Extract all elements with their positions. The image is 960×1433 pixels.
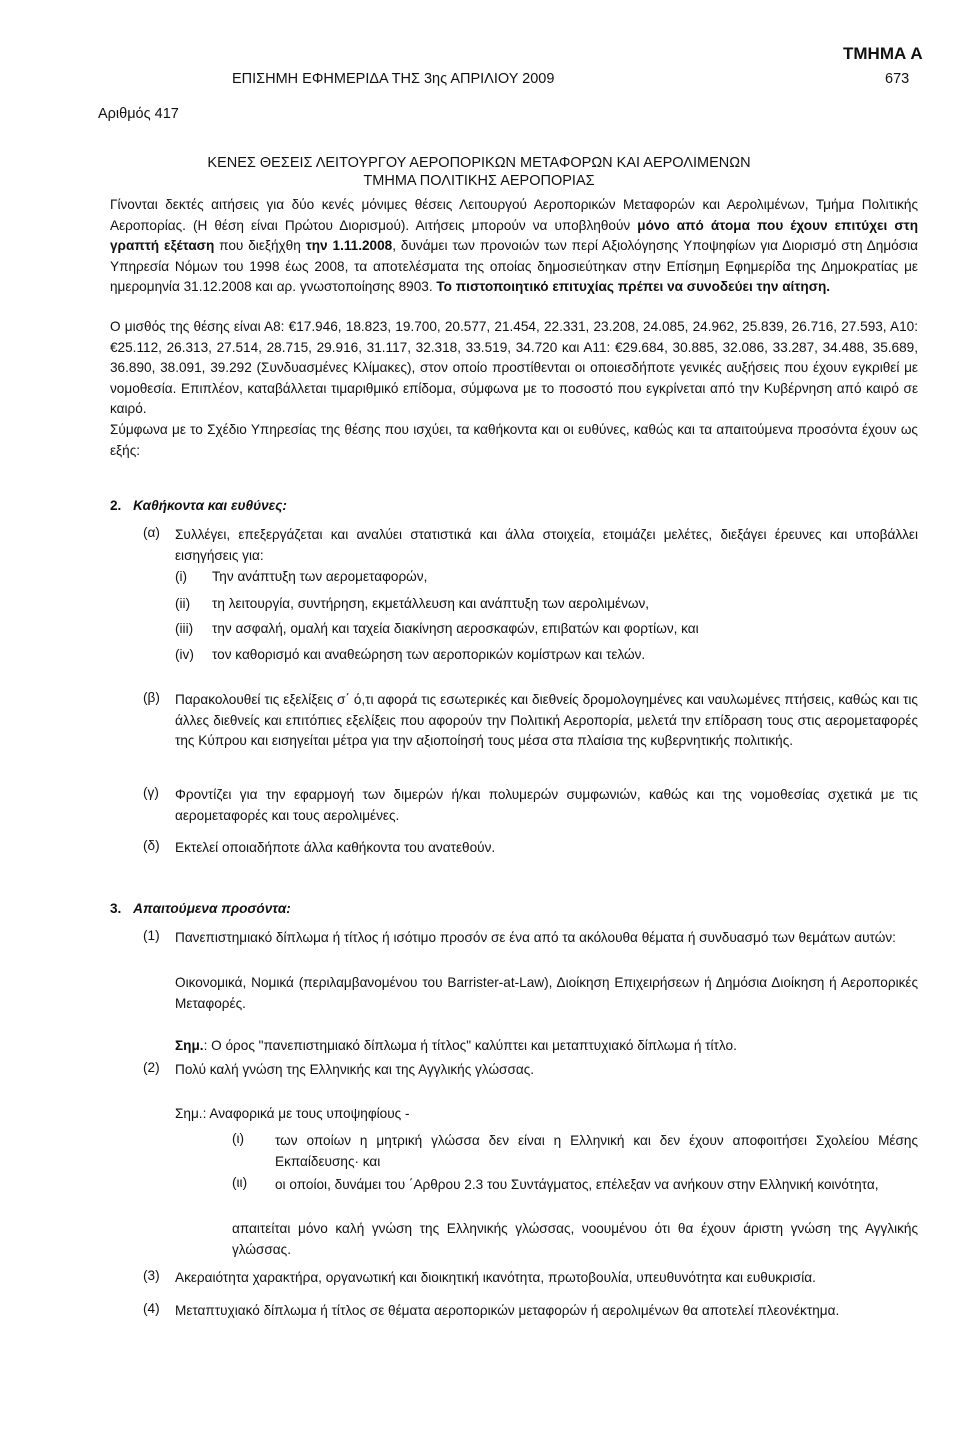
gazette-title: ΕΠΙΣΗΜΗ ΕΦΗΜΕΡΙΔΑ ΤΗΣ 3ης ΑΠΡΙΛΙΟΥ 2009 bbox=[232, 71, 555, 87]
duty-b-text: Παρακολουθεί τις εξελίξεις σ΄ ό,τι αφορά τις εσωτερικές και διεθνείς δρομολογημένες και ναυλωμένες πτήσεις, καθώς και τις άλλες διεθνείς και επιτόπιες εξελίξεις που αφορούν την Πολιτική Αεροπορία, μελετά την επίδραση τους στις αερομεταφορές της Κύπρου και εισηγείται μέτρα για την αξιοποίησή τους μέσα στα πλαίσια της κυβερνητικής πολιτικής. bbox=[175, 692, 918, 748]
duty-a-item bbox=[175, 596, 649, 611]
qual-1-note-text: : Ο όρος "πανεπιστημιακό δίπλωμα ή τίτλος" καλύπτει και μεταπτυχιακό δίπλωμα ή τίτλο. bbox=[203, 1038, 737, 1053]
qual-2-tail: απαιτείται μόνο καλή γνώση της Ελληνικής γλώσσας, νοουμένου ότι θα έχουν άριστη γνώση της Αγγλικής γλώσσας. bbox=[232, 1221, 918, 1257]
duty-d-text: Εκτελεί οποιαδήποτε άλλα καθήκοντα του ανατεθούν. bbox=[175, 840, 496, 855]
intro-bold-3: Το πιστοποιητικό επιτυχίας πρέπει να συνοδεύει την αίτηση. bbox=[436, 279, 831, 294]
duty-a-label: (α) bbox=[143, 525, 160, 540]
qual-1-label: (1) bbox=[143, 928, 160, 943]
notice-number: Αριθμός 417 bbox=[98, 106, 179, 122]
qual-1-text: Πανεπιστημιακό δίπλωμα ή τίτλος ή ισότιμο προσόν σε ένα από τα ακόλουθα θέματα ή συνδυασμό των θεμάτων αυτών: bbox=[175, 930, 896, 945]
duty-a-item-label: (iii) bbox=[175, 621, 194, 636]
service-plan-paragraph: Σύμφωνα με το Σχέδιο Υπηρεσίας της θέσης που ισχύει, τα καθήκοντα και οι ευθύνες, καθώς και τα απαιτούμενα προσόντα έχουν ως εξής: bbox=[110, 422, 918, 458]
salary-paragraph: Ο μισθός της θέσης είναι Α8: €17.946, 18.823, 19.700, 20.577, 21.454, 22.331, 23.208, 24.085, 24.962, 25.839, 26.716, 27.593, Α10: €25.112, 26.313, 27.514, 28.715, 29.916, 31.117, 32.318, 33.519, 34.720 και Α11: €29.684, 30.885, 32.086, 33.287, 34.488, 35.689, 36.890, 38.091, 39.292 (Συνδυασμένες Κλίμακες), στον οποίο προστίθενται οι οποιεσδήποτε γενικές αυξήσεις που έχουν εγκριθεί με νομοθεσία. Επιπλέον, καταβάλλεται τιμαριθμικό επίδομα, σύμφωνα με το ποσοστό που εγκρίνεται από την Κυβέρνηση από καιρό σε καιρό. bbox=[110, 319, 918, 416]
duty-a-item bbox=[175, 569, 427, 584]
page-number: 673 bbox=[885, 71, 910, 87]
duties-number: 2. bbox=[110, 498, 122, 513]
intro-bold-2: την 1.11.2008 bbox=[305, 238, 393, 253]
qual-2-item-text: των οποίων η μητρική γλώσσα δεν είναι η Ελληνική και δεν έχουν αποφοιτήσει Σχολείου Μέσης Εκπαίδευσης· και bbox=[275, 1133, 918, 1169]
qualifications-title: Απαιτούμενα προσόντα: bbox=[133, 901, 291, 916]
duties-heading bbox=[110, 498, 287, 513]
notice-title-line1: ΚΕΝΕΣ ΘΕΣΕΙΣ ΛΕΙΤΟΥΡΓΟΥ ΑΕΡΟΠΟΡΙΚΩΝ ΜΕΤΑΦΟΡΩΝ ΚΑΙ ΑΕΡΟΛΙΜΕΝΩΝ bbox=[207, 155, 751, 171]
duty-b-label: (β) bbox=[143, 690, 160, 705]
qual-2-label: (2) bbox=[143, 1060, 160, 1075]
notice-title-line2: ΤΜΗΜΑ ΠΟΛΙΤΙΚΗΣ ΑΕΡΟΠΟΡΙΑΣ bbox=[363, 173, 595, 189]
qual-2-item-label: (ι) bbox=[232, 1131, 245, 1146]
intro-bold-1: μόνο από άτομα που έχουν επιτύχει στη γραπτή εξέταση bbox=[110, 217, 918, 253]
duty-a-text: Συλλέγει, επεξεργάζεται και αναλύει στατιστικά και άλλα στοιχεία, ετοιμάζει μελέτες, διεξάγει έρευνες και υποβάλλει εισηγήσεις για: bbox=[175, 527, 918, 563]
duty-a-item-text: τη λειτουργία, συντήρηση, εκμετάλλευση και ανάπτυξη των αερολιμένων, bbox=[212, 596, 650, 611]
qual-2-item-label: (ιι) bbox=[232, 1175, 248, 1190]
qual-1-subjects: Οικονομικά, Νομικά (περιλαμβανομένου του Barrister-at-Law), Διοίκηση Επιχειρήσεων ή Δημόσια Διοίκηση ή Αεροπορικές Μεταφορές. bbox=[175, 975, 918, 1011]
duties-title: Καθήκοντα και ευθύνες: bbox=[133, 498, 287, 513]
qual-4-text: Μεταπτυχιακό δίπλωμα ή τίτλος σε θέματα αεροπορικών μεταφορών ή αερολιμένων θα αποτελεί πλεονέκτημα. bbox=[175, 1303, 840, 1318]
intro-text-1: Γίνονται δεκτές αιτήσεις για δύο κενές μόνιμες θέσεις Λειτουργού Αεροπορικών Μεταφορών και Αερολιμένων, Τμήμα Πολιτικής Αεροπορίας. (Η θέση είναι Πρώτου Διορισμού). Αιτήσεις μπορούν να υποβληθούν bbox=[110, 197, 918, 233]
duty-a-item-text: τον καθορισμό και αναθεώρηση των αεροπορικών κομίστρων και τελών. bbox=[212, 647, 646, 662]
qualifications-number: 3. bbox=[110, 901, 122, 916]
qual-1-note-label: Σημ. bbox=[175, 1038, 204, 1053]
duty-c-label: (γ) bbox=[143, 785, 159, 800]
qual-4-label: (4) bbox=[143, 1301, 160, 1316]
qual-3-text: Ακεραιότητα χαρακτήρα, οργανωτική και διοικητική ικανότητα, πρωτοβουλία, υπευθυνότητα και ευθυκρισία. bbox=[175, 1270, 816, 1285]
section-label: ΤΜΗΜΑ Α bbox=[843, 44, 923, 63]
duty-a-item-label: (ii) bbox=[175, 596, 191, 611]
duty-a-item-text: Την ανάπτυξη των αερομεταφορών, bbox=[212, 569, 428, 584]
intro-text-2: που διεξήχθη bbox=[214, 238, 306, 253]
duty-a-item bbox=[175, 621, 699, 636]
qual-2-text: Πολύ καλή γνώση της Ελληνικής και της Αγγλικής γλώσσας. bbox=[175, 1062, 535, 1077]
duty-a-item-label: (iv) bbox=[175, 647, 194, 662]
qual-2-note: Σημ.: Αναφορικά με τους υποψηφίους - bbox=[175, 1106, 410, 1121]
duty-a-item-label: (i) bbox=[175, 569, 188, 584]
duty-a-item bbox=[175, 647, 645, 662]
intro-text-3: , δυνάμει των προνοιών των περί Αξιολόγησης Υποψηφίων για Διορισμό στη Δημόσια Υπηρεσία Νόμων του 1998 έως 2008, τα αποτελέσματα της οποίας δημοσιεύτηκαν στην Επίσημη Εφημερίδα της Δημοκρατίας με ημερομηνία 31.12.2008 και αρ. γνωστοποίησης 8903. bbox=[110, 238, 918, 294]
qual-3-label: (3) bbox=[143, 1268, 160, 1283]
qual-2-item-text: οι οποίοι, δυνάμει του ΄Αρθρου 2.3 του Συντάγματος, επέλεξαν να ανήκουν στην Ελληνική κοινότητα, bbox=[275, 1177, 879, 1192]
intro-paragraph bbox=[110, 195, 918, 298]
notice-title bbox=[98, 154, 860, 190]
duty-a-item-text: την ασφαλή, ομαλή και ταχεία διακίνηση αεροσκαφών, επιβατών και φορτίων, και bbox=[212, 621, 699, 636]
qual-1-note bbox=[175, 1036, 918, 1057]
duty-c-text: Φροντίζει για την εφαρμογή των διμερών ή/και πολυμερών συμφωνιών, καθώς και της νομοθεσίας σχετικά με τις αερομεταφορές και τους αερολιμένες. bbox=[175, 787, 918, 823]
qualifications-heading bbox=[110, 901, 291, 916]
duty-d-label: (δ) bbox=[143, 838, 160, 853]
